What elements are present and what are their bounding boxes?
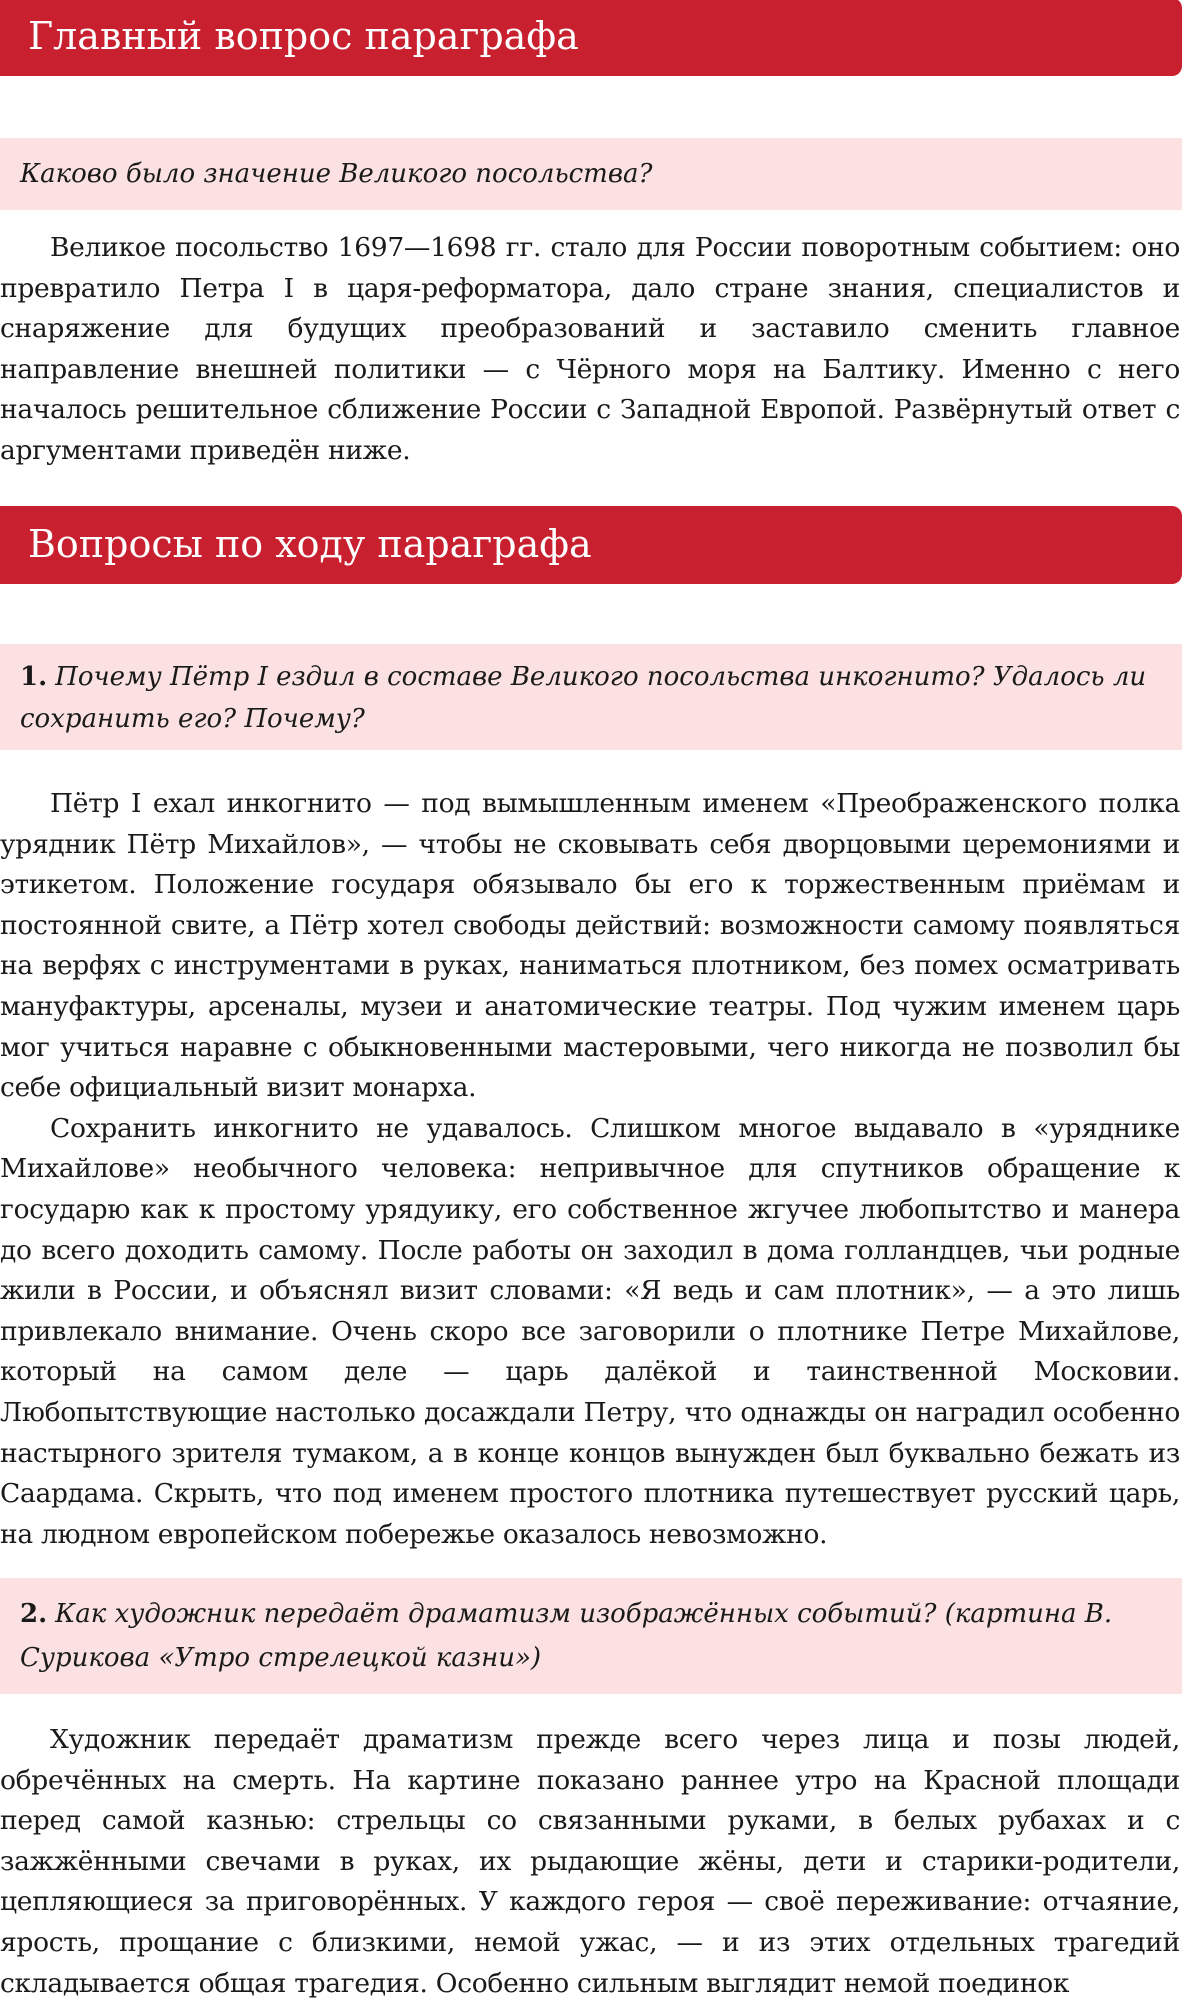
main-question-text: Каково было значение Великого посольства? <box>20 159 653 189</box>
answer-2-paragraph-1: Художник передаёт драматизм прежде всего через лица и позы людей, обречённых на смерть. На картине показано раннее утро на Красной площади перед самой казнью: стрельцы со связанными руками, в белых рубахах и с зажжёнными свечами в руках, их рыдающие жёны, дети и старики-родители, цепляющиеся за приговорённых. У каждого героя — своё переживание: отчаяние, ярость, прощание с близкими, немой ужас, — и из этих отдельных трагедий складывается общая трагедия. Особенно сильным выглядит немой поединок <box>0 1724 1180 1999</box>
main-answer-block <box>0 228 1182 472</box>
question-1-box <box>0 644 1182 750</box>
answer-1-block <box>0 784 1182 1555</box>
main-question-box-wrap <box>0 138 1182 210</box>
answer-1-paragraph-1: Пётр I ехал инкогнито — под вымышленным именем «Преображенского полка урядник Пётр Михайлов», — чтобы не сковывать себя дворцовыми церемониями и этикетом. Положение государя обязывало бы его к торжественным приёмам и постоянной свите, а Пётр хотел свободы действий: возможности самому появляться на верфях с инструментами в руках, наниматься плотником, без помех осматривать мануфактуры, арсеналы, музеи и анатомические театры. Под чужим именем царь мог учиться наравне с обыкновенными мастеровыми, чего никогда не позволил бы себе официальный визит монарха. <box>0 788 1180 1104</box>
progress-questions-section <box>0 506 1182 584</box>
question-2-number: 2. <box>20 1599 48 1629</box>
question-2-text: Как художник передаёт драматизм изображённых событий? (картина В. Сурикова «Утро стрелецкой казни») <box>20 1599 1113 1673</box>
progress-questions-header: Вопросы по ходу параграфа <box>0 506 1182 584</box>
question-1-text: Почему Пётр I ездил в составе Великого посольства инкогнито? Удалось ли сохранить его? Почему? <box>20 662 1147 734</box>
question-2-box <box>0 1578 1182 1694</box>
main-answer-paragraph: Великое посольство 1697—1698 гг. стало для России поворотным событием: оно превратило Петра I в царя-реформатора, дало стране знания, специалистов и снаряжение для будущих преобразований и заставило сменить главное направление внешней политики — с Чёрного моря на Балтику. Именно с него началось решительное сближение России с Западной Европой. Развёрнутый ответ с аргументами приведён ниже. <box>0 232 1180 466</box>
answer-2-block <box>0 1720 1182 2004</box>
main-question-section <box>0 0 1182 76</box>
question-1-box-wrap <box>0 644 1182 750</box>
main-question-box <box>0 138 1182 210</box>
main-question-header: Главный вопрос параграфа <box>0 0 1182 76</box>
question-1-number: 1. <box>20 662 48 692</box>
question-2-box-wrap <box>0 1578 1182 1694</box>
answer-1-paragraph-2: Сохранить инкогнито не удавалось. Слишком многое выдавало в «уряднике Михайлове» необычного человека: непривычное для спутников обращение к государю как к простому урядуику, его собственное жгучее любопытство и манера до всего доходить самому. После работы он заходил в дома голландцев, чьи родные жили в России, и объяснял визит словами: «Я ведь и сам плотник», — а это лишь привлекало внимание. Очень скоро все заговорили о плотнике Петре Михайлове, который на самом деле — царь далёкой и таинственной Московии. Любопытствующие настолько досаждали Петру, что однажды он наградил особенно настырного зрителя тумаком, а в конце концов вынужден был буквально бежать из Саардама. Скрыть, что под именем простого плотника путешествует русский царь, на людном европейском побережье оказалось невозможно. <box>0 1112 1180 1550</box>
